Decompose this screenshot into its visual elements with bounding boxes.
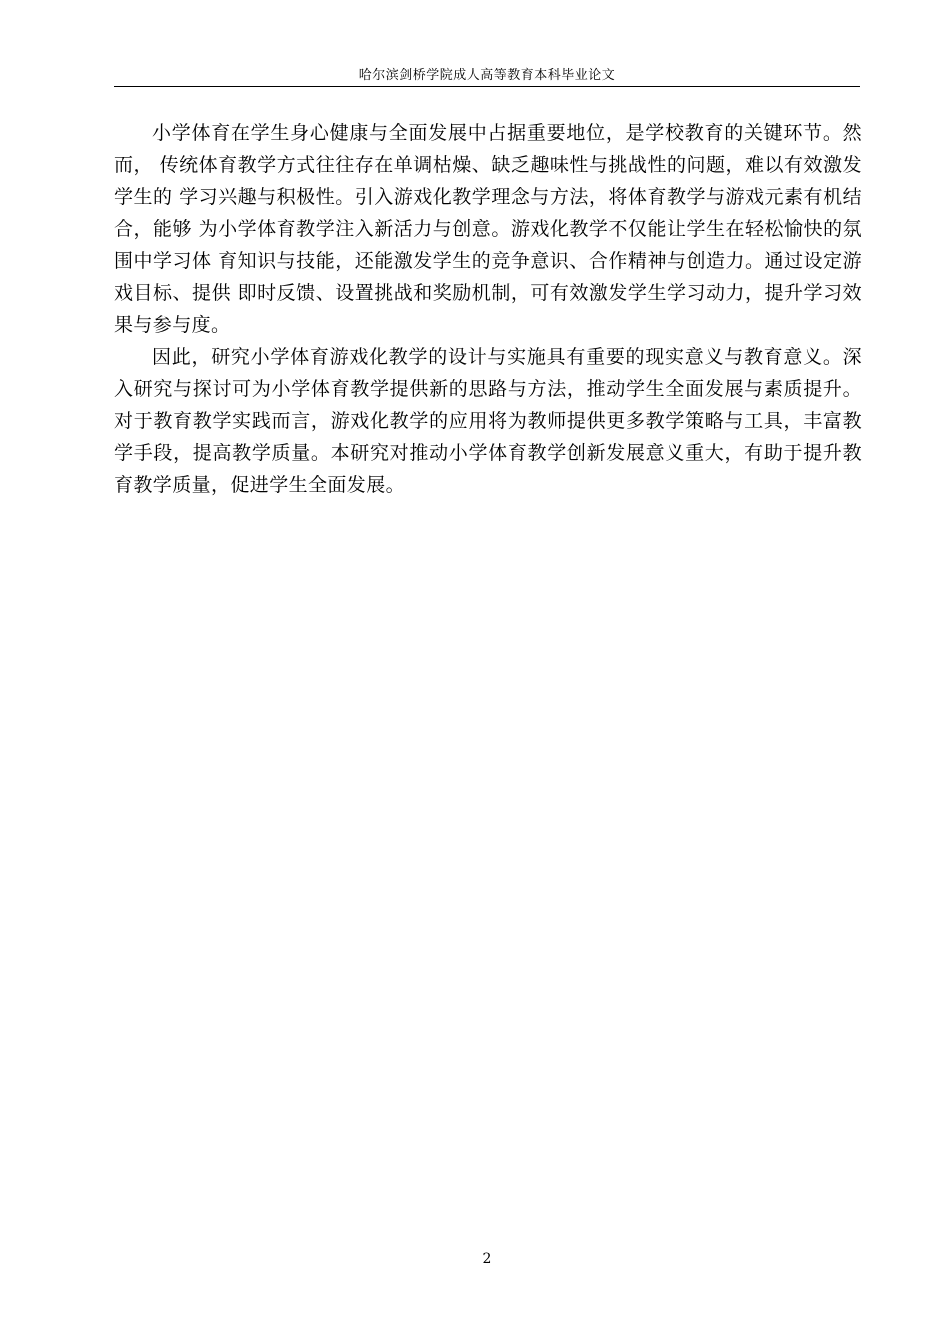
- body-text: [114, 117, 862, 501]
- paragraph-2: 因此，研究小学体育游戏化教学的设计与实施具有重要的现实意义与教育意义。深入研究与探讨可为小学体育教学提供新的思路与方法，推动学生全面发展与素质提升。对于教育教学实践而言，游戏化教学的应用将为教师提供更多教学策略与工具，丰富教学手段，提高教学质量。本研究对推动小学体育教学创新发展意义重大，有助于提升教育教学质量，促进学生全面发展。: [114, 346, 862, 496]
- header-rule: [114, 86, 860, 87]
- paragraph-1: 小学体育在学生身心健康与全面发展中占据重要地位，是学校教育的关键环节。然而， 传统体育教学方式往往存在单调枯燥、缺乏趣味性与挑战性的问题，难以有效激发学生的 学习兴趣与积极性。引入游戏化教学理念与方法，将体育教学与游戏元素有机结合，能够 为小学体育教学注入新活力与创意。游戏化教学不仅能让学生在轻松愉快的氛围中学习体 育知识与技能，还能激发学生的竞争意识、合作精神与创造力。通过设定游戏目标、提供 即时反馈、设置挑战和奖励机制，可有效激发学生学习动力，提升学习效果与参与度。: [114, 122, 862, 336]
- running-header: 哈尔滨剑桥学院成人高等教育本科毕业论文: [358, 68, 616, 83]
- page-number: 2: [482, 1251, 492, 1267]
